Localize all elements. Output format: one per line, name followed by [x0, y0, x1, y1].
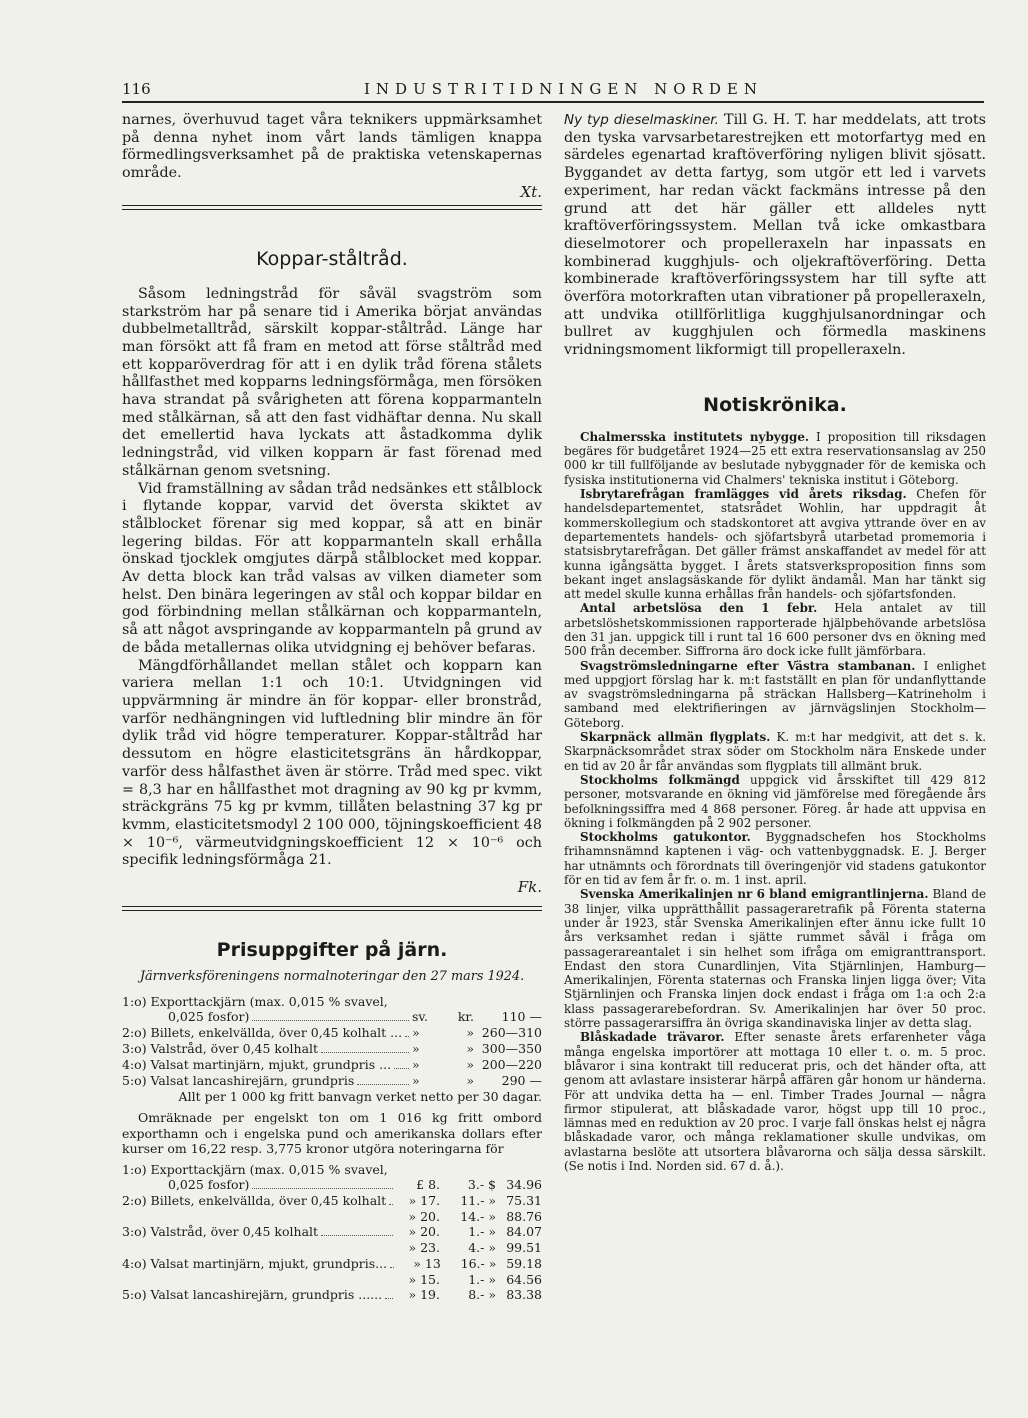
- price-row: [122, 1162, 542, 1177]
- price-row: [122, 1256, 542, 1272]
- price-label: 1:o) Exporttackjärn (max. 0,015 % svavel,: [122, 1162, 388, 1178]
- notis-text: Byggnadschefen hos Stockholms frihamnsnämnd kaptenen i väg- och vattenbyggnadsk. E. J. Berger har utnämnts och förordnats till överingenjör vid stadens gatukontor för en tid av fem år fr. o. m. 1 inst. april.: [564, 830, 986, 888]
- price-value: 200—220: [481, 1057, 542, 1073]
- notis-item: [564, 773, 986, 830]
- price-row: [122, 1025, 542, 1041]
- price-unit: »: [466, 1057, 474, 1073]
- notis-text: I enlighet med uppgjort förslag har k. m:t fastställt en plan för undanflyttande av svagströmsledningarna på sträckan Hallsberg—Katrineholm i samband med elektrifieringen av järnvägslinjen Stockholm—Göteborg.: [564, 658, 986, 730]
- page-number: 116: [122, 80, 151, 98]
- notis-list: [564, 430, 986, 1173]
- notis-text: K. m:t har medgivit, att det s. k. Skarpnäcksområdet strax söder om Stockholm nära Enskede under en tid av 20 år får användas som flygplats till allmänt bruk.: [564, 730, 987, 773]
- running-header: [122, 80, 984, 102]
- journal-title: INDUSTRITIDNINGEN NORDEN: [364, 80, 763, 98]
- price-row: [122, 1272, 542, 1287]
- price-unit: »: [466, 1041, 474, 1057]
- koppar-signature: Fk.: [517, 878, 542, 897]
- price-label: 4:o) Valsat martinjärn, mjukt, grundpris ...: [122, 1057, 392, 1073]
- notis-heading: Chalmersska institutets nybygge.: [580, 429, 810, 444]
- price-row: [122, 1177, 542, 1193]
- price-table-kr: [122, 994, 542, 1089]
- conversion-paragraph: Omräknade per engelskt ton om 1 016 kg fritt ombord exporthamn och i engelska pund och amerikanska dollars efter kurser om 16,22 resp. 3,775 kronor utgöra noteringarna för: [122, 1110, 542, 1156]
- price-unit: »: [466, 1025, 475, 1041]
- section-divider: [122, 205, 542, 210]
- notis-item: [564, 1030, 986, 1173]
- intro-paragraph: narnes, överhuvud taget våra teknikers uppmärksamhet på denna nyhet inom vårt lands tämligen knappa förmedlingsverksamhet på de praktiska vetenskapernas område.: [122, 112, 542, 182]
- intro-signature: Xt.: [520, 182, 542, 201]
- price-row: [122, 994, 542, 1009]
- notis-heading: Stockholms folkmängd: [580, 772, 740, 787]
- price-unit: »: [412, 1057, 420, 1073]
- price-label: 3:o) Valstråd, över 0,45 kolhalt: [122, 1041, 319, 1057]
- notis-item: [564, 830, 986, 887]
- pris-subtitle: Järnverksföreningens normalnoteringar den 27 mars 1924.: [139, 969, 525, 985]
- notis-heading: Antal arbetslösa den 1 febr.: [580, 601, 818, 616]
- ny-typ-text: Till G. H. T. har meddelats, att trots den tyska varvsarbetarestrejken ett motorfartyg med en särdeles egenartad kraftöverföring nyligen blivit sjösatt. Byggandet av detta fartyg, som utgör ett led i varvets experiment, har redan väckt fackmäns intresse på den grund att det här gäller ett alldeles nytt kraftöverföringssystem. Mellan två icke omkastbara dieselmotorer och propelleraxeln har inpassats en kombinerad kugghjuls- och oljekraftöverföring. Detta kombinerade kraftöverföringssystem har till syfte att överföra motorkraften utan vibrationer på propelleraxeln, att undvika otillförlitliga kugghjulsanordningar och bullret av kugghjulen och förmedla maskinens vridningsmoment likformigt till propelleraxeln.: [564, 112, 987, 359]
- price-shilling: 11.- »: [460, 1193, 497, 1209]
- price-dollar: 83.38: [506, 1286, 542, 1302]
- price-pound: » 17.: [408, 1193, 441, 1209]
- price-shilling: 16.- »: [460, 1255, 497, 1271]
- price-shilling: 4.- »: [468, 1240, 496, 1256]
- price-shilling: 1.- »: [468, 1271, 496, 1287]
- price-row: [122, 1057, 542, 1073]
- price-dollar: 84.07: [506, 1224, 542, 1240]
- notiskronika-title: Notiskrönika.: [703, 393, 847, 416]
- price-label: 0,025 fosfor): [168, 1177, 250, 1193]
- pris-title: Prisuppgifter på järn.: [216, 939, 448, 962]
- price-value: 300—350: [481, 1041, 542, 1057]
- price-label: 2:o) Billets, enkelvällda, över 0,45 kolhalt ...: [122, 1025, 403, 1041]
- price-label: 0,025 fosfor): [168, 1009, 250, 1025]
- notis-heading: Svenska Amerikalinjen nr 6 bland emigrantlinjerna.: [580, 887, 929, 902]
- price-label: 4:o) Valsat martinjärn, mjukt, grundpris...: [122, 1255, 388, 1271]
- header-rule: [122, 101, 984, 103]
- notis-item: [564, 601, 986, 658]
- notis-text: Chefen för handelsdepartementet, statsrådet Wohlin, har uppdragit åt kommerskollegium och stadskontoret att avgiva yttrande över en av departementets handels- och sjöfartsbyrå utarbetad promemoria i statsisbrytarefrågan. Det gäller främst anskaffandet av medel för att kunna igångsätta bygget. I årets statsverksproposition finns som bekant inget anslagsäskande för dylikt ändamål. Man har tänkt sig att medel skulle kunna erhållas från handels- och sjöfartsfonden.: [564, 487, 986, 602]
- left-column: [122, 112, 542, 1303]
- ny-typ-heading: Ny typ dieselmaskiner.: [564, 112, 719, 128]
- price-shilling: 8.- »: [468, 1286, 496, 1302]
- notis-text: I proposition till riksdagen begäres för budgetåret 1924—25 ett extra reservationsanslag av 250 000 kr till fullföljande av beslutade nybyggnader för de kemiska och fysiska institutionerna vid Chalmers' tekniska institut i Göteborg.: [564, 429, 986, 487]
- price-value: 110 —: [501, 1009, 542, 1025]
- price-row: [122, 1209, 542, 1224]
- price-row: [122, 1240, 542, 1255]
- price-pound: » 20.: [408, 1224, 440, 1240]
- price-shilling: 14.- »: [460, 1209, 496, 1225]
- price-label: 5:o) Valsat lancashirejärn, grundpris ......: [122, 1286, 383, 1302]
- notis-text: Hela antalet av till arbetslöshetskommissionen rapporterade hjälpbehövande arbetslösa den 31 jan. uppgick till i runt tal 16 600 personer dvs en ökning med 500 från december. Siffrorna äro dock icke fullt jämförbara.: [564, 601, 986, 659]
- notis-item: [564, 659, 986, 730]
- price-dollar: 34.96: [506, 1177, 542, 1193]
- notis-heading: Blåskadade trävaror.: [580, 1030, 725, 1045]
- price-dollar: 75.31: [506, 1193, 542, 1209]
- price-row: [122, 1073, 542, 1089]
- price-shilling: 1.- »: [468, 1224, 496, 1240]
- notis-item: [564, 430, 986, 487]
- right-column: [564, 112, 986, 1173]
- price-label: 5:o) Valsat lancashirejärn, grundpris: [122, 1073, 355, 1089]
- notis-item: [564, 887, 986, 1030]
- notis-item: [564, 730, 986, 773]
- notis-heading: Skarpnäck allmän flygplats.: [580, 730, 771, 745]
- price-pound: » 15.: [408, 1271, 440, 1287]
- price-dollar: 88.76: [506, 1209, 542, 1225]
- price-note: Allt per 1 000 kg fritt banvagn verket netto per 30 dagar.: [178, 1089, 542, 1105]
- price-row: [122, 1041, 542, 1057]
- price-dollar: 64.56: [506, 1271, 542, 1287]
- price-label: 3:o) Valstråd, över 0,45 kolhalt: [122, 1224, 319, 1240]
- ny-typ-article: [564, 112, 986, 360]
- notis-text: uppgick vid årsskiftet till 429 812 personer, motsvarande en ökning vid jämförelse med föregående års befolkningssiffra med 4 868 personer. Föreg. år hade att uppvisa en ökning i folkmängden på 2 902 personer.: [564, 772, 987, 830]
- price-pound: » 20.: [408, 1209, 440, 1225]
- price-unit: kr.: [457, 1009, 474, 1025]
- koppar-title: Koppar-ståltråd.: [256, 247, 408, 270]
- notis-text: Efter senaste årets erfarenheter våga många engelska importörer att mottaga 10 eller t. o. m. 5 proc. blåvaror i sina kontrakt till reducerat pris, och det händer ofta, att genom att avlastare insisterar härpå affären går honom ur händerna. För att undvika detta ha — enl. Timber Trades Journal — några firmor stipulerat, att blåskadade varor, högst upp till 10 proc., lämnas med en reduktion av 20 proc. I varje fall önskas helst ej några blåskadade varor, och många reklamationer skulle undvikas, om avlastarna beslöte att utsortera blåvarorna och sälja dessa särskilt. (Se notis i Ind. Norden sid. 67 d. å.).: [564, 1030, 987, 1173]
- price-row: [122, 1287, 542, 1303]
- koppar-paragraph-2: Vid framställning av sådan tråd nedsänkes ett stålblock i flytande koppar, varvid det översta skiktet av stålblocket förenar sig med koppar, så att en binär legering bildas. För att kopparmanteln skall erhålla önskad tjocklek omgjutes därpå stålblocket med koppar. Av detta block kan tråd valsas av vilken diameter som helst. Den binära legeringen av stål och koppar bildar en god förbindning mellan stålkärnan och kopparmanteln, så att något avspringande av kopparmanteln på grund av de båda metallernas olika utvidgning ej behöver befaras.: [122, 480, 542, 656]
- price-label: 2:o) Billets, enkelvällda, över 0,45 kolhalt: [122, 1193, 387, 1209]
- price-unit: »: [466, 1073, 474, 1089]
- notis-text: Bland de 38 linjer, vilka upprätthållit passageraretrafik på Förenta staterna under år 1923, står Svenska Amerikalinjen efter ännu icke fullt 10 års verksamhet redan i sjätte rummet såväl i fråga om passagerareantalet i sin helhet som ifråga om emigranttransport. Endast den stora Cunardlinjen, Vita Stjärnlinjen, Hamburg—Amerikalinjen, Förenta staternas och Franska linjen ligga över; Vita Stjärnlinjen och Franska linjen dock endast i fråga om 1:a och 2:a klass passagerarebefordran. Sv. Amerikalinjen har över 50 proc. större passagerarsiffra än övriga skandinaviska linjer av detta slag.: [564, 887, 987, 1031]
- koppar-paragraph-1: Såsom ledningstråd för såväl svagström som starkström har på senare tid i Amerika börjat användas dubbelmetalltråd, särskilt koppar-ståltråd. Länge har man försökt att få fram en metod att förse ståltråd med ett kopparöverdrag för att i en dylik tråd förena stålets hållfasthet med kopparns ledningsförmåga, men försöken hava strandat på svårigheten att förena kopparmanteln med stålkärnan, så att den fast vidhäftar denna. Nu skall det emellertid hava lyckats att åstadkomma dylik ledningstråd, vid vilken kopparn är fast förenad med stålkärnan genom svetsning.: [122, 285, 542, 479]
- price-pound: » 13: [413, 1255, 441, 1271]
- price-label: 1:o) Exporttackjärn (max. 0,015 % svavel,: [122, 994, 388, 1010]
- section-divider: [122, 906, 542, 911]
- price-shilling: 3.- $: [467, 1177, 496, 1193]
- price-pound: » 23.: [408, 1240, 440, 1256]
- price-table-pund: [122, 1162, 542, 1303]
- koppar-paragraph-3: Mängdförhållandet mellan stålet och kopparn kan variera mellan 1:1 och 10:1. Utvidgningen vid uppvärmning är mindre än för koppar- eller bronstråd, varför nedhängningen vid luftledning blir mindre än för dylik tråd vid högre temperaturer. Koppar-ståltråd har dessutom en högre elasticitetsgräns än hårdkoppar, varför dess hålfasthet även är större. Tråd med spec. vikt = 8,3 har en hållfasthet mot dragning av 90 kg pr kvmm, sträckgräns 75 kg pr kvmm, tillåten belastning 37 kg pr kvmm, elasticitetsmodyl 2 100 000, töjningskoefficient 48 × 10⁻⁶, värmeutvidgningskoefficient 12 × 10⁻⁶ och specifik ledningsförmåga 21.: [122, 657, 542, 869]
- price-value: 260—310: [481, 1025, 543, 1041]
- price-row: [122, 1193, 542, 1209]
- price-unit: »: [412, 1041, 420, 1057]
- price-row: [122, 1009, 542, 1025]
- price-row: [122, 1224, 542, 1240]
- price-value: 290 —: [501, 1073, 542, 1089]
- price-unit: sv.: [412, 1009, 428, 1025]
- notis-heading: Svagströmsledningarne efter Västra stambanan.: [580, 658, 916, 673]
- notis-heading: Stockholms gatukontor.: [580, 830, 751, 845]
- price-unit: »: [412, 1025, 420, 1041]
- price-pound: » 19.: [408, 1286, 440, 1302]
- price-pound: £ 8.: [416, 1177, 440, 1193]
- price-dollar: 59.18: [506, 1255, 543, 1271]
- notis-heading: Isbrytarefrågan framlägges vid årets riksdag.: [580, 487, 907, 502]
- price-dollar: 99.51: [506, 1240, 542, 1256]
- notis-item: [564, 487, 986, 601]
- price-unit: »: [412, 1073, 420, 1089]
